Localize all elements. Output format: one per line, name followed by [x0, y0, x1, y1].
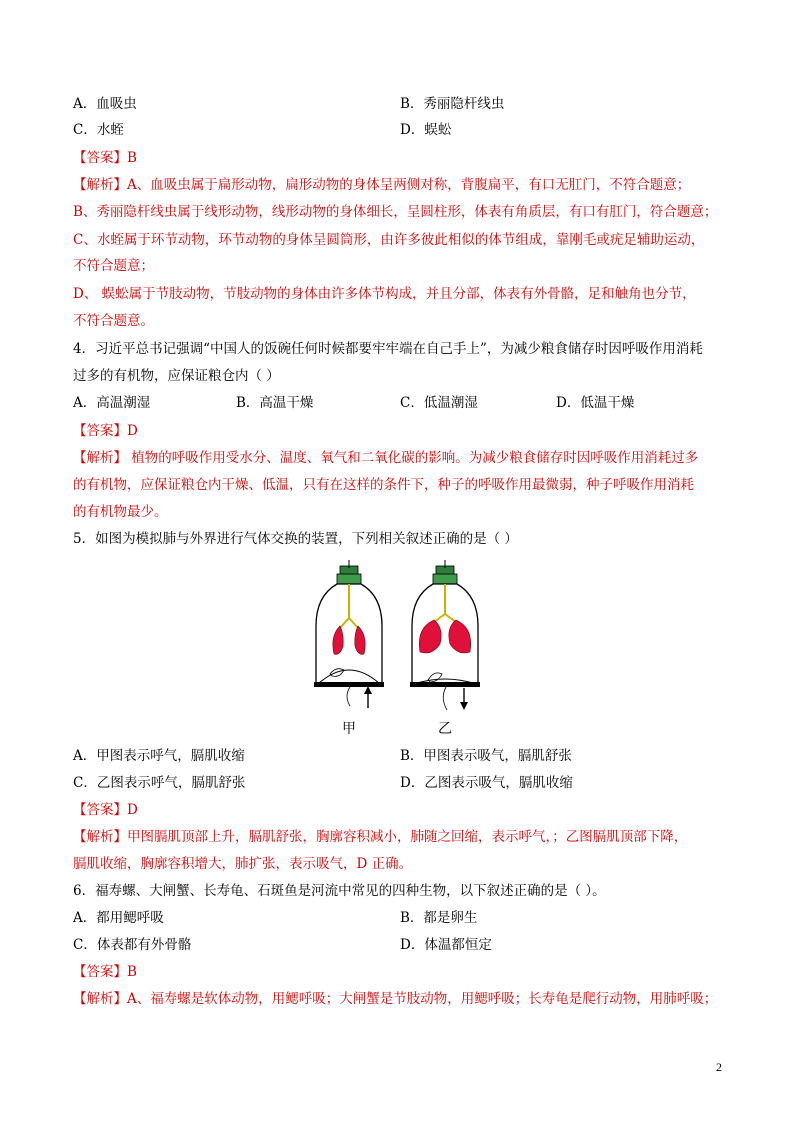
- q4-stem-line: 4．习近平总书记强调“中国人的饭碗任何时候都要牢牢端在自己手上”，为减少粮食储存时因呼吸作用消耗: [73, 341, 703, 357]
- q3-analysis-line: 不符合题意。: [73, 313, 154, 329]
- lung-model-diagram: [310, 556, 490, 740]
- q4-option-d: D．低温干燥: [556, 395, 635, 411]
- q3-option-c: C．水蛭: [73, 122, 124, 138]
- q3-option-d: D．蜈蚣: [400, 122, 452, 138]
- lung-right-large: [449, 620, 471, 653]
- q3-option-a: A．血吸虫: [73, 96, 137, 112]
- q4-option-a: A．高温潮湿: [73, 395, 151, 411]
- q5-analysis-line: 【解析】甲图膈肌顶部上升，膈肌舒张，胸廓容积减小，肺随之回缩，表示呼气，；乙图膈肌顶部下降，: [73, 829, 688, 845]
- label-yi: 乙: [438, 721, 452, 737]
- q6-stem: 6．福寿螺、大闸蟹、长寿龟、石斑鱼是河流中常见的四种生物，以下叙述正确的是（ ）。: [73, 883, 606, 899]
- q5-option-a: A．甲图表示呼气，膈肌收缩: [73, 748, 245, 764]
- q6-answer: 【答案】B: [73, 964, 137, 980]
- page-number: 2: [716, 1060, 722, 1074]
- q5-option-b: B．甲图表示吸气，膈肌舒张: [400, 748, 572, 764]
- q3-analysis-line: B、秀丽隐杆线虫属于线形动物，线形动物的身体细长，呈圆柱形，体表有角质层，有口有肛门，符合题意；: [73, 204, 718, 220]
- lung-right-small: [355, 626, 365, 654]
- q5-option-d: D．乙图表示吸气，膈肌收缩: [400, 775, 573, 791]
- q4-stem-line: 过多的有机物，应保证粮仓内（ ）: [73, 368, 280, 384]
- q4-analysis-line: 的有机物，应保证粮仓内干燥、低温，只有在这样的条件下，种子的呼吸作用最微弱，种子呼吸作用消耗: [73, 477, 694, 493]
- q4-analysis-line: 【解析】 植物的呼吸作用受水分、温度、氧气和二氧化碳的影响。为减少粮食储存时因呼吸作用消耗过多: [73, 450, 699, 466]
- lung-model-figure: [310, 556, 490, 740]
- q6-option-d: D．体温都恒定: [400, 937, 492, 953]
- q6-analysis-line: 【解析】A、福寿螺是软体动物，用鳃呼吸；大闸蟹是节肢动物，用鳃呼吸；长寿龟是爬行动物，用肺呼吸；: [73, 991, 718, 1007]
- q3-analysis-line: 不符合题意；: [73, 258, 154, 274]
- q6-option-b: B．都是卵生: [400, 910, 478, 926]
- q4-answer: 【答案】D: [73, 423, 138, 439]
- q4-option-c: C．低温潮湿: [400, 395, 478, 411]
- q5-answer: 【答案】D: [73, 802, 138, 818]
- lung-left-large: [419, 620, 441, 653]
- q3-analysis-line: C、水蛭属于环节动物，环节动物的身体呈圆筒形，由许多彼此相似的体节组成，靠刚毛或疣足辅助运动，: [73, 232, 705, 248]
- q4-analysis-line: 的有机物最少。: [73, 504, 168, 520]
- q3-analysis-line: D、 蜈蚣属于节肢动物，节肢动物的身体由许多体节构成，并且分部，体表有外骨骼，足和触角也分节，: [73, 286, 696, 302]
- q6-option-c: C．体表都有外骨骼: [73, 937, 192, 953]
- q3-answer: 【答案】B: [73, 150, 137, 166]
- q4-option-b: B．高温干燥: [236, 395, 314, 411]
- q3-analysis-line: 【解析】A、血吸虫属于扁形动物，扁形动物的身体呈两侧对称，背腹扁平，有口无肛门，不符合题意；: [73, 177, 691, 193]
- q5-option-c: C．乙图表示呼气，膈肌舒张: [73, 775, 246, 791]
- jar-right: [410, 560, 480, 737]
- lung-left-small: [333, 626, 343, 654]
- jar-left: [314, 560, 384, 737]
- label-jia: 甲: [342, 721, 356, 737]
- q5-analysis-line: 膈肌收缩，胸廓容积增大，肺扩张，表示吸气，D 正确。: [73, 856, 413, 872]
- q6-option-a: A．都用鳃呼吸: [73, 910, 164, 926]
- q3-option-b: B．秀丽隐杆线虫: [400, 96, 505, 112]
- q5-stem: 5．如图为模拟肺与外界进行气体交换的装置，下列相关叙述正确的是（ ）: [73, 531, 518, 547]
